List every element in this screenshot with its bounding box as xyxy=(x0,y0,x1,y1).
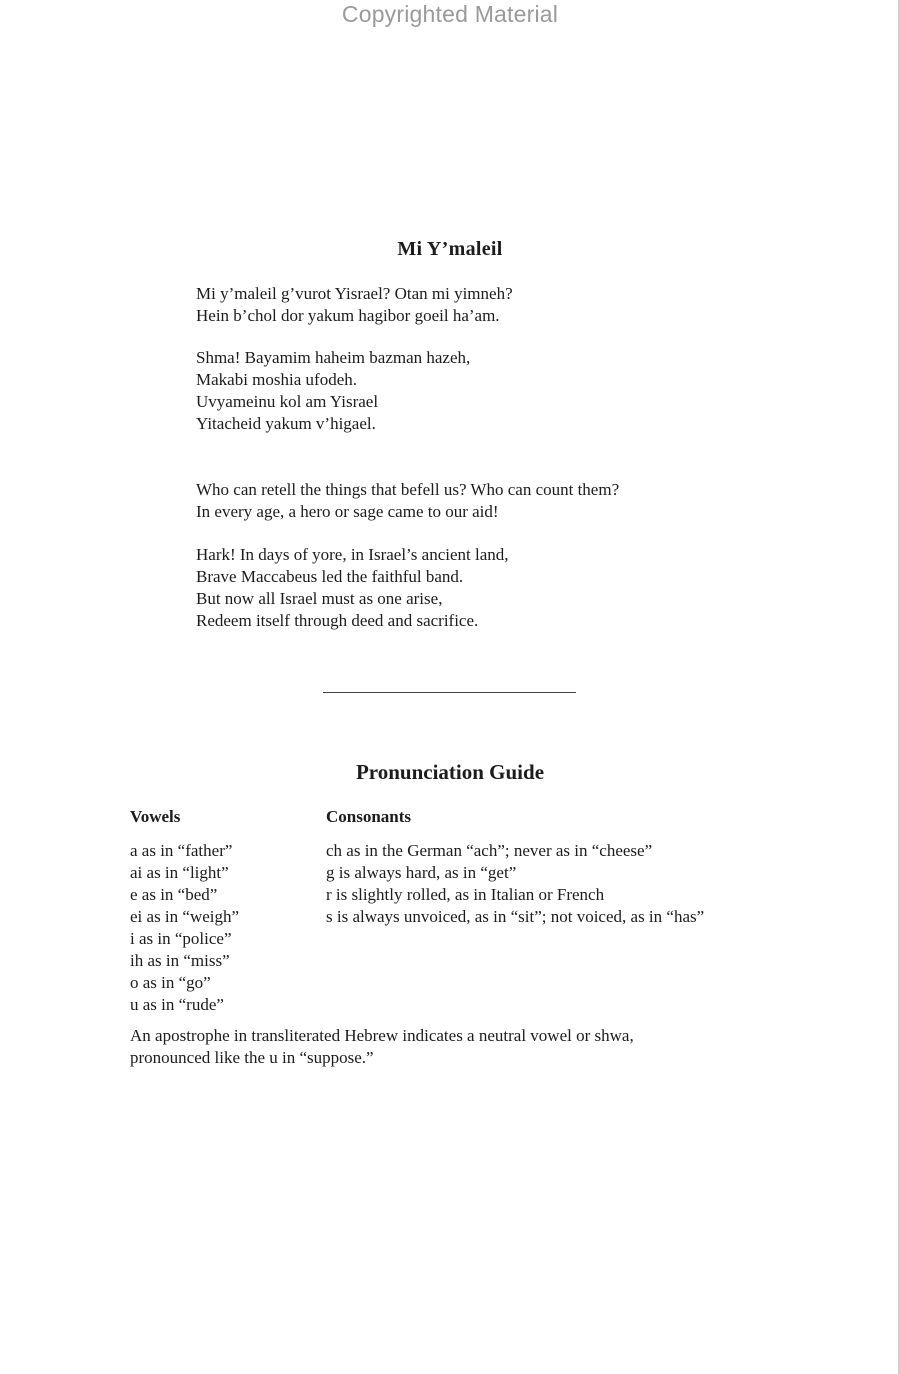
lyric-line: But now all Israel must as one arise, xyxy=(196,589,443,608)
song-title: Mi Y’maleil xyxy=(397,238,503,260)
lyric-line: Hein b’chol dor yakum hagibor goeil ha’am. xyxy=(196,306,500,325)
vowel-item: ai as in “light” xyxy=(130,863,229,882)
consonants-heading: Consonants xyxy=(326,807,412,826)
lyric-line: Makabi moshia ufodeh. xyxy=(196,370,357,389)
apostrophe-note xyxy=(130,1025,770,1069)
copyright-watermark: Copyrighted Material xyxy=(341,1,559,27)
note-line: pronounced like the u in “suppose.” xyxy=(130,1048,374,1067)
vowel-item: ih as in “miss” xyxy=(130,951,230,970)
lyric-line: Who can retell the things that befell us? Who can count them? xyxy=(196,480,620,499)
lyric-line: Uvyameinu kol am Yisrael xyxy=(196,392,379,411)
vowel-item: o as in “go” xyxy=(130,973,211,992)
vowels-list xyxy=(130,840,239,1016)
vowel-item: i as in “police” xyxy=(130,929,232,948)
hebrew-stanza-1 xyxy=(196,283,756,327)
hebrew-stanza-2 xyxy=(196,347,756,435)
english-stanza-2 xyxy=(196,544,756,632)
vowels-heading: Vowels xyxy=(130,807,181,826)
lyric-line: In every age, a hero or sage came to our aid! xyxy=(196,502,499,521)
consonant-item: ch as in the German “ach”; never as in “cheese” xyxy=(326,841,653,860)
lyric-line: Yitacheid yakum v’higael. xyxy=(196,414,376,433)
vowel-item: e as in “bed” xyxy=(130,885,218,904)
vowel-item: u as in “rude” xyxy=(130,995,224,1014)
guide-title: Pronunciation Guide xyxy=(355,760,545,784)
lyric-line: Redeem itself through deed and sacrifice. xyxy=(196,611,479,630)
vowel-item: ei as in “weigh” xyxy=(130,907,240,926)
english-stanza-1 xyxy=(196,479,756,523)
vowel-item: a as in “father” xyxy=(130,841,233,860)
lyric-line: Brave Maccabeus led the faithful band. xyxy=(196,567,464,586)
section-divider xyxy=(323,692,576,693)
lyric-line: Mi y’maleil g’vurot Yisrael? Otan mi yimneh? xyxy=(196,284,513,303)
consonant-item: s is always unvoiced, as in “sit”; not voiced, as in “has” xyxy=(326,907,705,926)
consonant-item: g is always hard, as in “get” xyxy=(326,863,517,882)
consonants-list xyxy=(326,840,704,928)
lyric-line: Shma! Bayamim haheim bazman hazeh, xyxy=(196,348,471,367)
note-line: An apostrophe in transliterated Hebrew indicates a neutral vowel or shwa, xyxy=(130,1026,634,1045)
consonant-item: r is slightly rolled, as in Italian or French xyxy=(326,885,605,904)
lyric-line: Hark! In days of yore, in Israel’s ancient land, xyxy=(196,545,509,564)
